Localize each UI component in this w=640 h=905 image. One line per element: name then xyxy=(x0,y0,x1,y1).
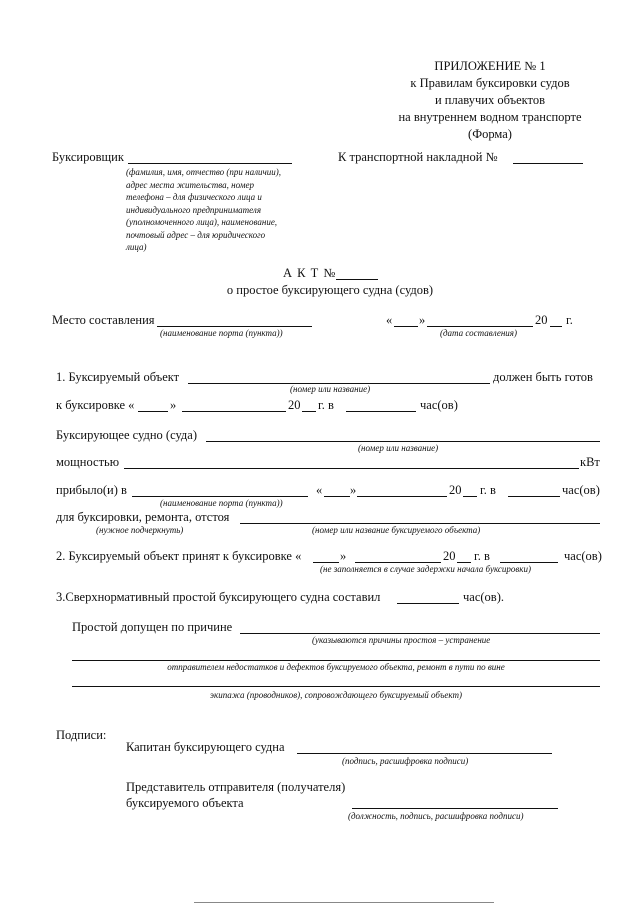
arrived-month-line[interactable] xyxy=(357,496,447,497)
arrived-port-hint: (наименование порта (пункта)) xyxy=(160,498,283,508)
captain-signature-hint: (подпись, расшифровка подписи) xyxy=(342,756,469,766)
arrived-label: прибыло(и) в xyxy=(56,483,127,497)
bottom-edge-line xyxy=(194,902,494,903)
date-hint: (дата составления) xyxy=(440,328,517,338)
tug-operator-line[interactable] xyxy=(128,163,292,164)
accepted-day-line[interactable] xyxy=(313,562,339,563)
power-line[interactable] xyxy=(124,468,579,469)
reason-hint-1: (указываются причины простоя – устранение xyxy=(312,635,491,645)
appendix-title: ПРИЛОЖЕНИЕ № 1 xyxy=(434,59,546,73)
reason-label: Простой допущен по причине xyxy=(72,620,233,634)
arrived-date-close: » xyxy=(350,483,357,497)
place-label: Место составления xyxy=(52,313,155,327)
date-day-line[interactable] xyxy=(394,326,418,327)
accepted-hours-label: час(ов) xyxy=(564,549,602,563)
purpose-object-hint: (номер или название буксируемого объекта) xyxy=(312,525,481,535)
reason-hint-3: экипажа (проводников), сопровождающего буксируемый объект) xyxy=(210,690,462,700)
appendix-line-4: (Форма) xyxy=(468,127,512,141)
date-year-line[interactable] xyxy=(550,326,562,327)
tow-month-line[interactable] xyxy=(182,411,286,412)
arrived-hours-line[interactable] xyxy=(508,496,560,497)
rep-signature-hint: (должность, подпись, расшифровка подписи) xyxy=(348,811,524,821)
tug-vessel-label: Буксирующее судно (суда) xyxy=(56,428,197,442)
arrived-day-line[interactable] xyxy=(324,496,350,497)
appendix-line-3: на внутреннем водном транспорте xyxy=(398,110,582,124)
date-year-suffix: г. xyxy=(566,313,573,327)
act-number-line[interactable] xyxy=(336,279,378,280)
overtime-hours-label: час(ов). xyxy=(463,590,504,604)
kw-label: кВт xyxy=(580,455,600,469)
purpose-object-line[interactable] xyxy=(240,523,600,524)
tow-hours-label: час(ов) xyxy=(420,398,458,412)
purpose-label: для буксировки, ремонта, отстоя xyxy=(56,510,230,524)
accepted-label: 2. Буксируемый объект принят к буксировке « xyxy=(56,549,302,563)
date-month-line[interactable] xyxy=(427,326,533,327)
accepted-year-line[interactable] xyxy=(457,562,471,563)
place-hint: (наименование порта (пункта)) xyxy=(160,328,283,338)
captain-label: Капитан буксирующего судна xyxy=(126,740,285,754)
power-label: мощностью xyxy=(56,455,120,469)
reason-line-3[interactable] xyxy=(72,686,600,687)
tow-date-close: » xyxy=(170,398,177,412)
signatures-label: Подписи: xyxy=(56,728,107,742)
arrived-hours-label: час(ов) xyxy=(562,483,600,497)
arrived-date-open: « xyxy=(316,483,323,497)
tow-date-label: к буксировке « xyxy=(56,398,135,412)
tug-operator-label: Буксировщик xyxy=(52,150,124,164)
place-line[interactable] xyxy=(157,326,312,327)
appendix-line-1: к Правилам буксировки судов xyxy=(410,76,570,90)
reason-line-2[interactable] xyxy=(72,660,600,661)
accepted-month-line[interactable] xyxy=(355,562,441,563)
towed-object-hint: (номер или название) xyxy=(290,384,371,394)
arrived-g-v: г. в xyxy=(480,483,496,497)
appendix-block xyxy=(380,58,600,143)
accepted-g-v: г. в xyxy=(474,549,490,563)
tug-operator-hint: (фамилия, имя, отчество (при наличии), адрес места жительства, номер телефона – для физического лица и индивидуального предпринимателя (уполномоченного лица), наименование, почтовый адрес – для юридического лица) xyxy=(126,167,282,252)
captain-signature-line[interactable] xyxy=(297,753,552,754)
tow-g-v: г. в xyxy=(318,398,334,412)
tow-year-prefix: 20 xyxy=(288,398,301,412)
waybill-label: К транспортной накладной № xyxy=(338,150,498,164)
tug-vessel-hint: (номер или название) xyxy=(358,443,439,453)
purpose-hint: (нужное подчеркнуть) xyxy=(96,525,184,535)
tug-vessel-line[interactable] xyxy=(206,441,600,442)
act-title: А К Т № xyxy=(283,266,337,280)
act-subtitle: о простое буксирующего судна (судов) xyxy=(226,283,434,297)
overtime-label: 3.Сверхнормативный простой буксирующего судна составил xyxy=(56,590,381,604)
rep-signature-line[interactable] xyxy=(352,808,558,809)
arrived-year-prefix: 20 xyxy=(449,483,462,497)
accepted-hours-line[interactable] xyxy=(500,562,558,563)
waybill-number-line[interactable] xyxy=(513,163,583,164)
overtime-hours-line[interactable] xyxy=(397,603,459,604)
date-open-quote: « xyxy=(386,313,393,327)
rep-label-2: буксируемого объекта xyxy=(126,796,244,810)
tow-year-line[interactable] xyxy=(302,411,316,412)
tow-day-line[interactable] xyxy=(138,411,168,412)
accepted-date-close: » xyxy=(340,549,347,563)
reason-hint-2: отправителем недостатков и дефектов буксируемого объекта, ремонт в пути по вине xyxy=(167,662,505,672)
accepted-year-prefix: 20 xyxy=(443,549,456,563)
tow-hours-line[interactable] xyxy=(346,411,416,412)
appendix-line-2: и плавучих объектов xyxy=(434,93,546,107)
ready-label: должен быть готов xyxy=(493,370,593,384)
reason-line-1[interactable] xyxy=(240,633,600,634)
rep-label-1: Представитель отправителя (получателя) xyxy=(126,780,346,794)
date-year-prefix: 20 xyxy=(535,313,548,327)
arrived-year-line[interactable] xyxy=(463,496,477,497)
accepted-hint: (не заполняется в случае задержки начала буксировки) xyxy=(320,564,531,574)
arrived-port-line[interactable] xyxy=(132,496,308,497)
towed-object-label: 1. Буксируемый объект xyxy=(56,370,180,384)
date-close-quote: » xyxy=(419,313,426,327)
